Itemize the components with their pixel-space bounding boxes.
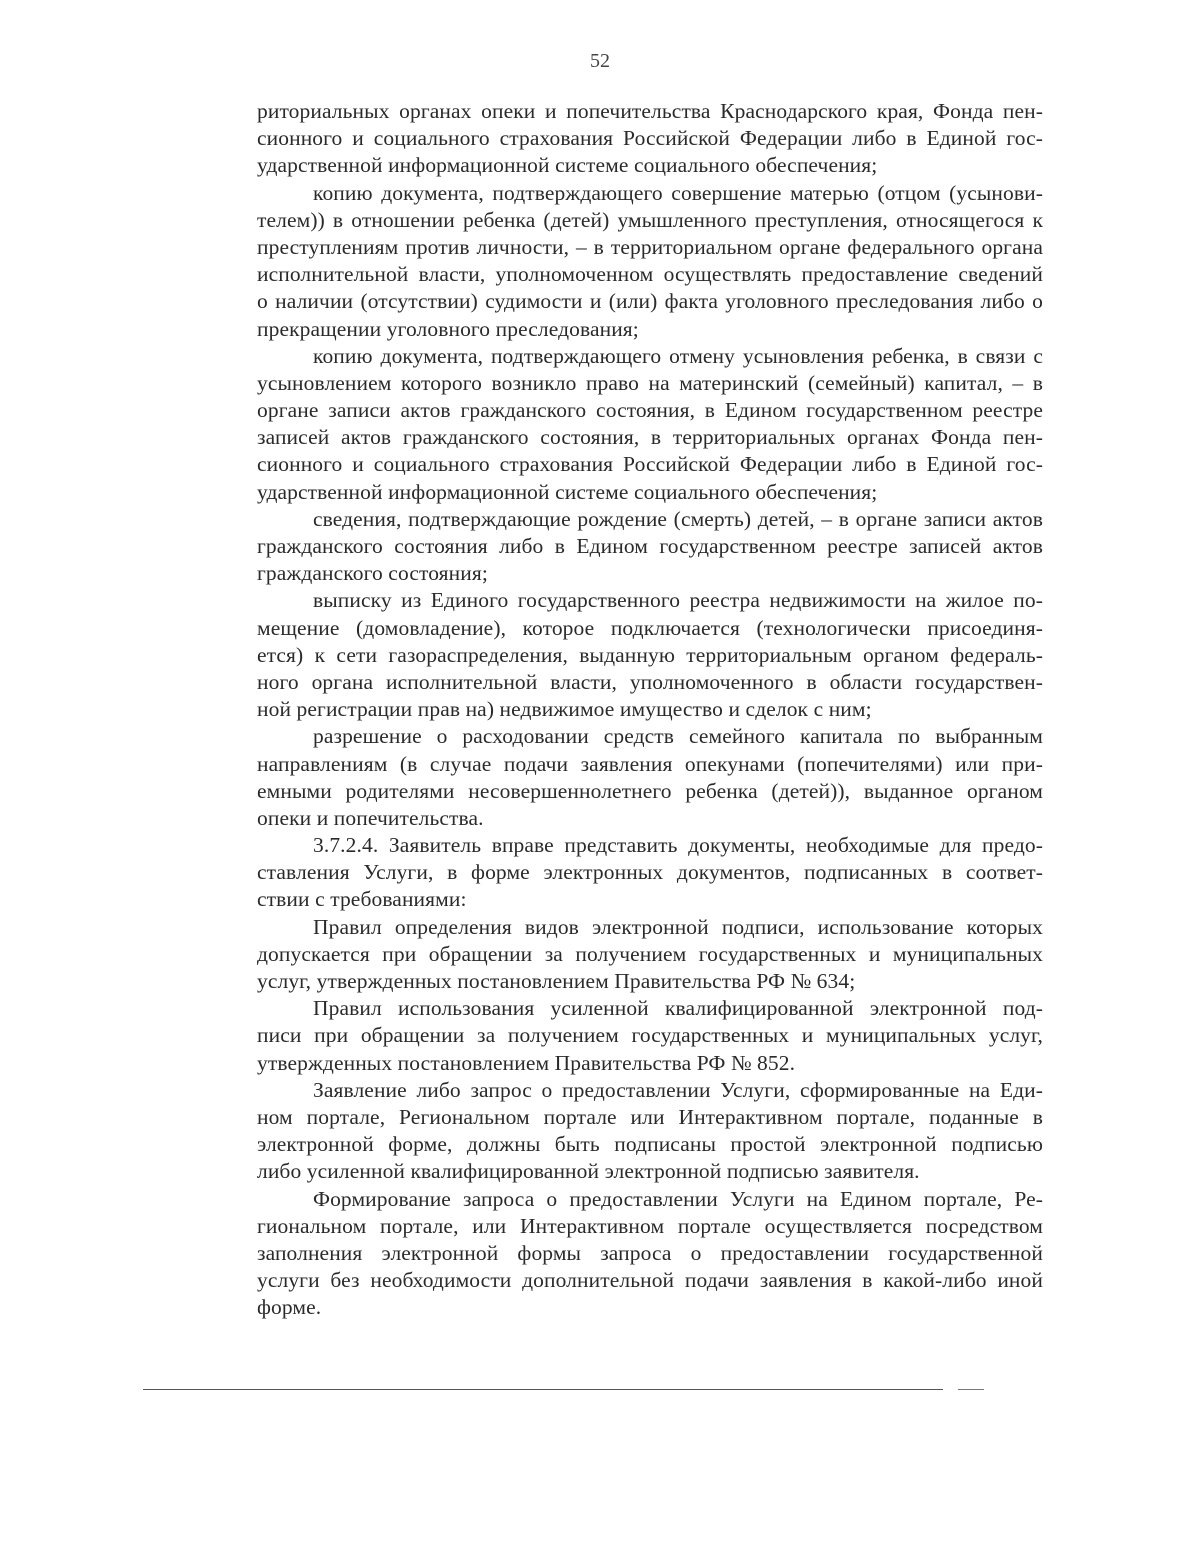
text-line: ударственной информационной системе социального обеспечения; — [257, 153, 878, 178]
document-body — [257, 98, 1043, 1321]
text-line: Заявление либо запрос о предоставлении Услуги, сформированные на Еди- — [313, 1077, 1043, 1102]
text-line: гиональном портале, или Интерактивном портале осуществляется посредством — [257, 1213, 1043, 1238]
text-line: услуг, утвержденных постановлением Правительства РФ № 634; — [257, 969, 856, 993]
text-line: 3.7.2.4. Заявитель вправе представить документы, необходимые для предо- — [313, 833, 1043, 858]
text-line: гражданского состояния либо в Едином государственном реестре записей актов — [257, 534, 1043, 558]
text-line: заполнения электронной формы запроса о предоставлении государственной — [257, 1240, 1043, 1265]
text-line: опеки и попечительства. — [257, 805, 484, 830]
text-line: о наличии (отсутствии) судимости и (или) факта уголовного преследования либо о — [257, 289, 1043, 314]
text-line: ставления Услуги, в форме электронных документов, подписанных в соответ- — [257, 860, 1043, 885]
text-line: выписку из Единого государственного реестра недвижимости на жилое по- — [313, 588, 1043, 613]
text-line: исполнительной власти, уполномоченном осуществлять предоставление сведений — [257, 262, 1043, 287]
text-line: ном портале, Региональном портале или Интерактивном портале, поданные в — [257, 1104, 1043, 1129]
text-line: сионного и социального страхования Российской Федерации либо в Единой гос- — [257, 126, 1043, 151]
text-line: Формирование запроса о предоставлении Услуги на Едином портале, Ре- — [313, 1186, 1043, 1211]
text-line: ствии с требованиями: — [257, 887, 467, 912]
text-line: записей актов гражданского состояния, в территориальных органах Фонда пен- — [257, 425, 1043, 450]
text-line: преступлениям против личности, – в территориальном органе федерального органа — [257, 234, 1043, 259]
text-line: Правил определения видов электронной подписи, использование которых — [313, 914, 1043, 939]
text-line: прекращении уголовного преследования; — [257, 316, 639, 341]
text-line: ной регистрации прав на) недвижимое имущество и сделок с ним; — [257, 697, 872, 722]
footer-rule — [143, 1389, 943, 1390]
footer-rule-fragment — [958, 1389, 984, 1390]
text-line: допускается при обращении за получением государственных и муниципальных — [257, 941, 1043, 966]
text-line: Правил использования усиленной квалифицированной электронной под- — [313, 996, 1043, 1021]
text-line: электронной форме, должны быть подписаны простой электронной подписью — [257, 1132, 1043, 1157]
text-line: направлениям (в случае подачи заявления опекунами (попечителями) или при- — [257, 751, 1043, 776]
page-number: 52 — [590, 50, 610, 72]
text-line: гражданского состояния; — [257, 561, 488, 586]
text-line: телем)) в отношении ребенка (детей) умышленного преступления, относящегося к — [257, 207, 1043, 232]
text-line: услуги без необходимости дополнительной подачи заявления в какой-либо иной — [257, 1268, 1043, 1293]
text-line: копию документа, подтверждающего отмену усыновления ребенка, в связи с — [313, 343, 1043, 368]
text-line: либо усиленной квалифицированной электронной подписью заявителя. — [257, 1159, 920, 1184]
text-line: усыновлением которого возникло право на материнский (семейный) капитал, – в — [257, 370, 1043, 395]
text-line: писи при обращении за получением государственных и муниципальных услуг, — [257, 1023, 1043, 1048]
text-line: органе записи актов гражданского состояния, в Едином государственном реестре — [257, 398, 1043, 423]
text-line: риториальных органах опеки и попечительства Краснодарского края, Фонда пен- — [257, 99, 1043, 123]
text-line: копию документа, подтверждающего совершение матерью (отцом (усынови- — [313, 180, 1043, 205]
text-line: ного органа исполнительной власти, уполномоченного в области государствен- — [257, 669, 1043, 694]
text-line: емными родителями несовершеннолетнего ребенка (детей)), выданное органом — [257, 778, 1043, 803]
text-line: утвержденных постановлением Правительства РФ № 852. — [257, 1050, 796, 1075]
text-line: сионного и социального страхования Российской Федерации либо в Единой гос- — [257, 452, 1043, 477]
text-line: разрешение о расходовании средств семейного капитала по выбранным — [313, 724, 1043, 749]
text-line: сведения, подтверждающие рождение (смерть) детей, – в органе записи актов — [313, 506, 1043, 531]
text-line: форме. — [257, 1295, 322, 1320]
text-line: ется) к сети газораспределения, выданную территориальным органом федераль- — [257, 642, 1043, 667]
text-line: ударственной информационной системе социального обеспечения; — [257, 479, 878, 504]
text-line: мещение (домовладение), которое подключается (технологически присоединя- — [257, 615, 1043, 640]
